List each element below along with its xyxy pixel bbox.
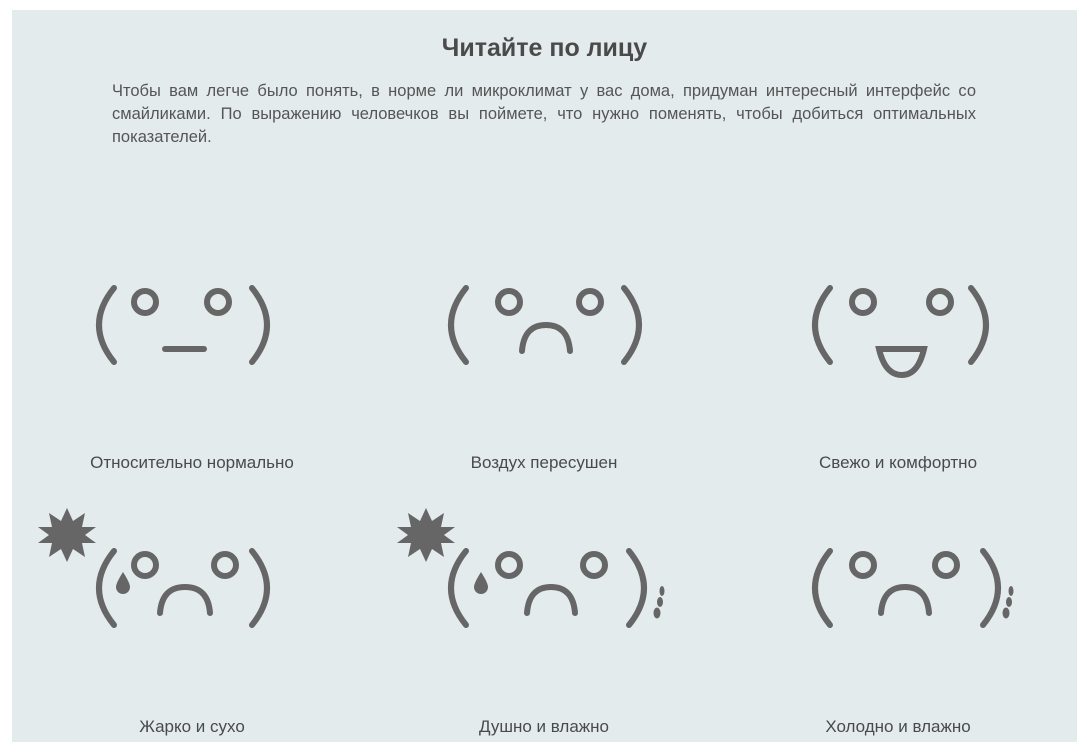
sun-icon [38, 508, 96, 562]
face-card-hot-dry [12, 505, 372, 740]
sweat-drop-icon [474, 572, 488, 594]
face-dry-icon [364, 265, 724, 385]
face-label-fresh: Свежо и комфортно [818, 453, 978, 472]
moisture-drops-icon [654, 586, 665, 619]
sun-icon [397, 508, 455, 562]
face-label-cold-humid: Холодно и влажно [825, 717, 971, 736]
face-fresh-icon [718, 265, 1078, 385]
intro-text: Чтобы вам легче было понять, в норме ли микроклимат у вас дома, придуман интересный интерфейс со смайликами. По выражению человечков вы поймете, что нужно поменять, чтобы добиться оптимальных показателей. [112, 82, 976, 146]
face-card-fresh [718, 265, 1078, 500]
sweat-drop-icon [116, 572, 130, 594]
face-label-hot-dry: Жарко и сухо [139, 717, 245, 736]
face-normal-icon [12, 265, 372, 385]
face-card-cold-humid [718, 505, 1078, 740]
content-panel [12, 10, 1077, 742]
moisture-drops-icon [1003, 586, 1014, 619]
face-hot-dry-icon [12, 505, 372, 635]
face-stuffy-humid-icon [364, 505, 724, 635]
face-label-normal: Относительно нормально [90, 453, 294, 472]
face-card-normal [12, 265, 372, 500]
page-title: Читайте по лицу [441, 34, 648, 62]
face-card-stuffy-humid [364, 505, 724, 740]
face-cold-humid-icon [718, 505, 1078, 635]
face-label-dry: Воздух пересушен [470, 453, 618, 472]
face-card-dry [364, 265, 724, 500]
face-label-stuffy-humid: Душно и влажно [478, 717, 610, 736]
